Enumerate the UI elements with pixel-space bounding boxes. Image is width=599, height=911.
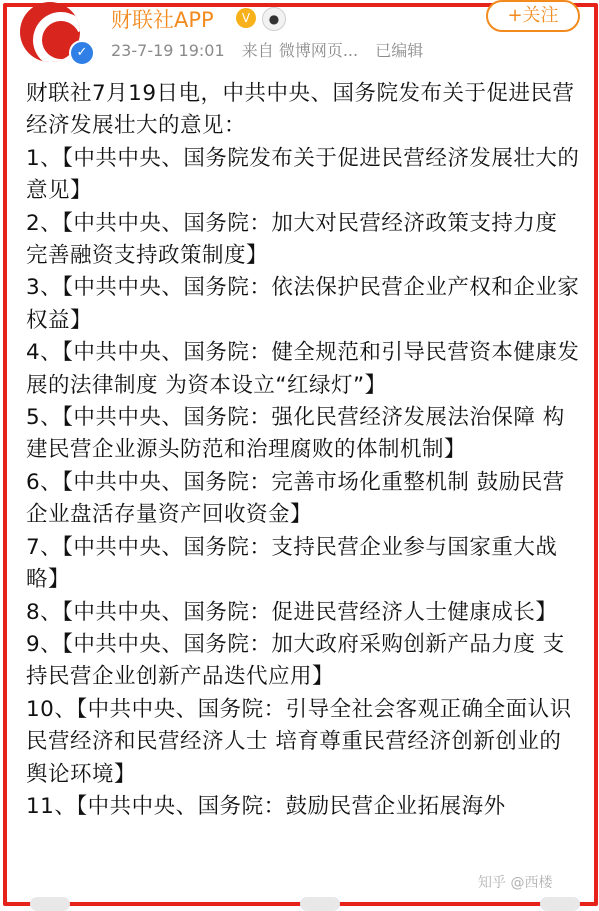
- bottom-fragment: [30, 897, 70, 911]
- post-timestamp: 23-7-19 19:01: [111, 41, 225, 60]
- post-meta: [111, 38, 435, 61]
- list-item: 2、【中共中央、国务院：加大对民营经济政策支持力度 完善融资支持政策制度】: [26, 210, 558, 269]
- list-item: 6、【中共中央、国务院：完善市场化重整机制 鼓励民营企业盘活存量资产回收资金】: [26, 469, 565, 528]
- list-item: 9、【中共中央、国务院：加大政府采购创新产品力度 支持民营企业创新产品迭代应用】: [26, 631, 565, 690]
- follow-button[interactable]: +关注: [486, 0, 580, 32]
- account-name[interactable]: 财联社APP: [111, 8, 214, 32]
- verified-icon: ✓: [69, 40, 95, 66]
- watermark: 知乎 @西楼: [478, 875, 553, 891]
- list-item: 8、【中共中央、国务院：促进民营经济人士健康成长】: [26, 599, 558, 625]
- list-item: 4、【中共中央、国务院：健全规范和引导民营资本健康发展的法律制度 为资本设立“红绿灯”】: [26, 340, 580, 398]
- vip-badge-icon: V: [236, 8, 256, 28]
- list-item: 10、【中共中央、国务院：引导全社会客观正确全面认识民营经济和民营经济人士 培育尊重民营经济创新创业的舆论环境】: [26, 696, 572, 787]
- list-item: 5、【中共中央、国务院：强化民营经济发展法治保障 构建民营企业源头防范和治理腐败的体制机制】: [26, 405, 565, 463]
- list-item: 11、【中共中央、国务院：鼓励民营企业拓展海外: [26, 793, 506, 819]
- list-item: 7、【中共中央、国务院：支持民营企业参与国家重大战略】: [26, 534, 558, 593]
- post-intro: 财联社7月19日电，中共中央、国务院发布关于促进民营经济发展壮大的意见：: [26, 81, 575, 139]
- list-item: 1、【中共中央、国务院发布关于促进民营经济发展壮大的意见】: [26, 145, 580, 204]
- panda-badge-icon: ●: [262, 7, 286, 31]
- list-item: 3、【中共中央、国务院：依法保护民营企业产权和企业家权益】: [26, 275, 580, 333]
- post-content: [26, 78, 581, 823]
- bottom-fragment: [300, 897, 340, 911]
- bottom-fragment: [540, 897, 580, 911]
- post-source[interactable]: 来自 微博网页...: [241, 41, 359, 60]
- edited-label[interactable]: 已编辑: [375, 41, 424, 60]
